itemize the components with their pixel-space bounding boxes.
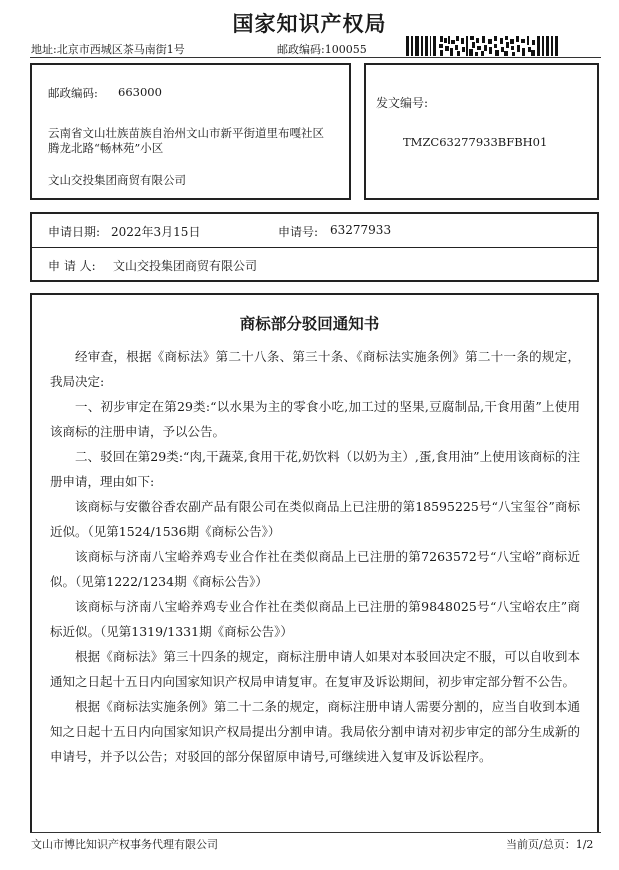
- footer-agency: 文山市博比知识产权事务代理有限公司: [31, 838, 218, 851]
- dispatch-label: 发文编号:: [376, 96, 429, 110]
- notice-paragraph: 二、驳回在第29类:“肉,干蔬菜,食用干花,奶饮料（以奶为主）,蛋,食用油”上使用该商标的注册申请，理由如下:: [50, 449, 580, 489]
- header-postcode: 邮政编码:100055: [277, 43, 367, 56]
- notice-paragraph: 一、初步审定在第29类:“以水果为主的零食小吃,加工过的坚果,豆腐制品,干食用菌”上使用该商标的注册申请，予以公告。: [50, 399, 580, 439]
- page-indicator: 当前页/总页：1/2: [506, 838, 594, 851]
- recipient-postcode-value: 663000: [118, 85, 162, 99]
- notice-body: [50, 344, 580, 769]
- notice-paragraph: 该商标与济南八宝峪养鸡专业合作社在类似商品上已注册的第9848025号“八宝峪农庄”商标近似。（见第1319/1331期《商标公告》）: [50, 599, 580, 639]
- application-date-label: 申请日期:: [48, 225, 101, 239]
- notice-paragraph: 根据《商标法实施条例》第二十二条的规定，商标注册申请人需要分割的，应当自收到本通知之日起十五日内向国家知识产权局提出分割申请。我局依分割申请对初步审定的部分生成新的申请号，并予以公告；对驳回的部分保留原申请号,可继续进入复审及诉讼程序。: [50, 699, 580, 764]
- notice-paragraph: 该商标与安徽谷香农副产品有限公司在类似商品上已注册的第18595225号“八宝玺谷”商标近似。（见第1524/1536期《商标公告》）: [50, 499, 580, 539]
- recipient-address-line1: 云南省文山壮族苗族自治州文山市新平街道里布嘎社区: [48, 126, 324, 140]
- notice-paragraph: 根据《商标法》第三十四条的规定，商标注册申请人如果对本驳回决定不服，可以自收到本通知之日起十五日内向国家知识产权局申请复审。在复审及诉讼期间，初步审定部分暂不公告。: [50, 649, 580, 689]
- notice-title: 商标部分驳回通知书: [239, 314, 380, 333]
- application-number-label: 申请号:: [278, 225, 319, 239]
- recipient-box: [30, 63, 351, 200]
- header-divider: [30, 57, 601, 58]
- dispatch-number: TMZC63277933BFBH01: [403, 135, 548, 149]
- barcode-image: [406, 36, 558, 56]
- application-info-box: [30, 212, 599, 282]
- application-number-value: 63277933: [330, 223, 392, 237]
- office-title: 国家知识产权局: [232, 11, 387, 36]
- header-address: 地址:北京市西城区茶马南街1号: [31, 43, 185, 56]
- application-date-value: 2022年3月15日: [111, 225, 201, 239]
- notice-paragraph: 经审查，根据《商标法》第二十八条、第三十条、《商标法实施条例》第二十一条的规定，我局决定:: [50, 349, 580, 389]
- notice-paragraph: 该商标与济南八宝峪养鸡专业合作社在类似商品上已注册的第7263572号“八宝峪”商标近似。（见第1222/1234期《商标公告》）: [50, 549, 580, 589]
- footer-divider: [30, 832, 601, 833]
- applicant-label: 申 请 人:: [48, 259, 96, 273]
- application-row-divider: [32, 247, 597, 248]
- applicant-value: 文山交投集团商贸有限公司: [113, 259, 258, 273]
- recipient-address-line2: 腾龙北路“畅林苑”小区: [48, 141, 164, 155]
- recipient-company: 文山交投集团商贸有限公司: [48, 173, 186, 187]
- recipient-postcode-label: 邮政编码:: [48, 86, 98, 100]
- dispatch-box: [364, 63, 599, 200]
